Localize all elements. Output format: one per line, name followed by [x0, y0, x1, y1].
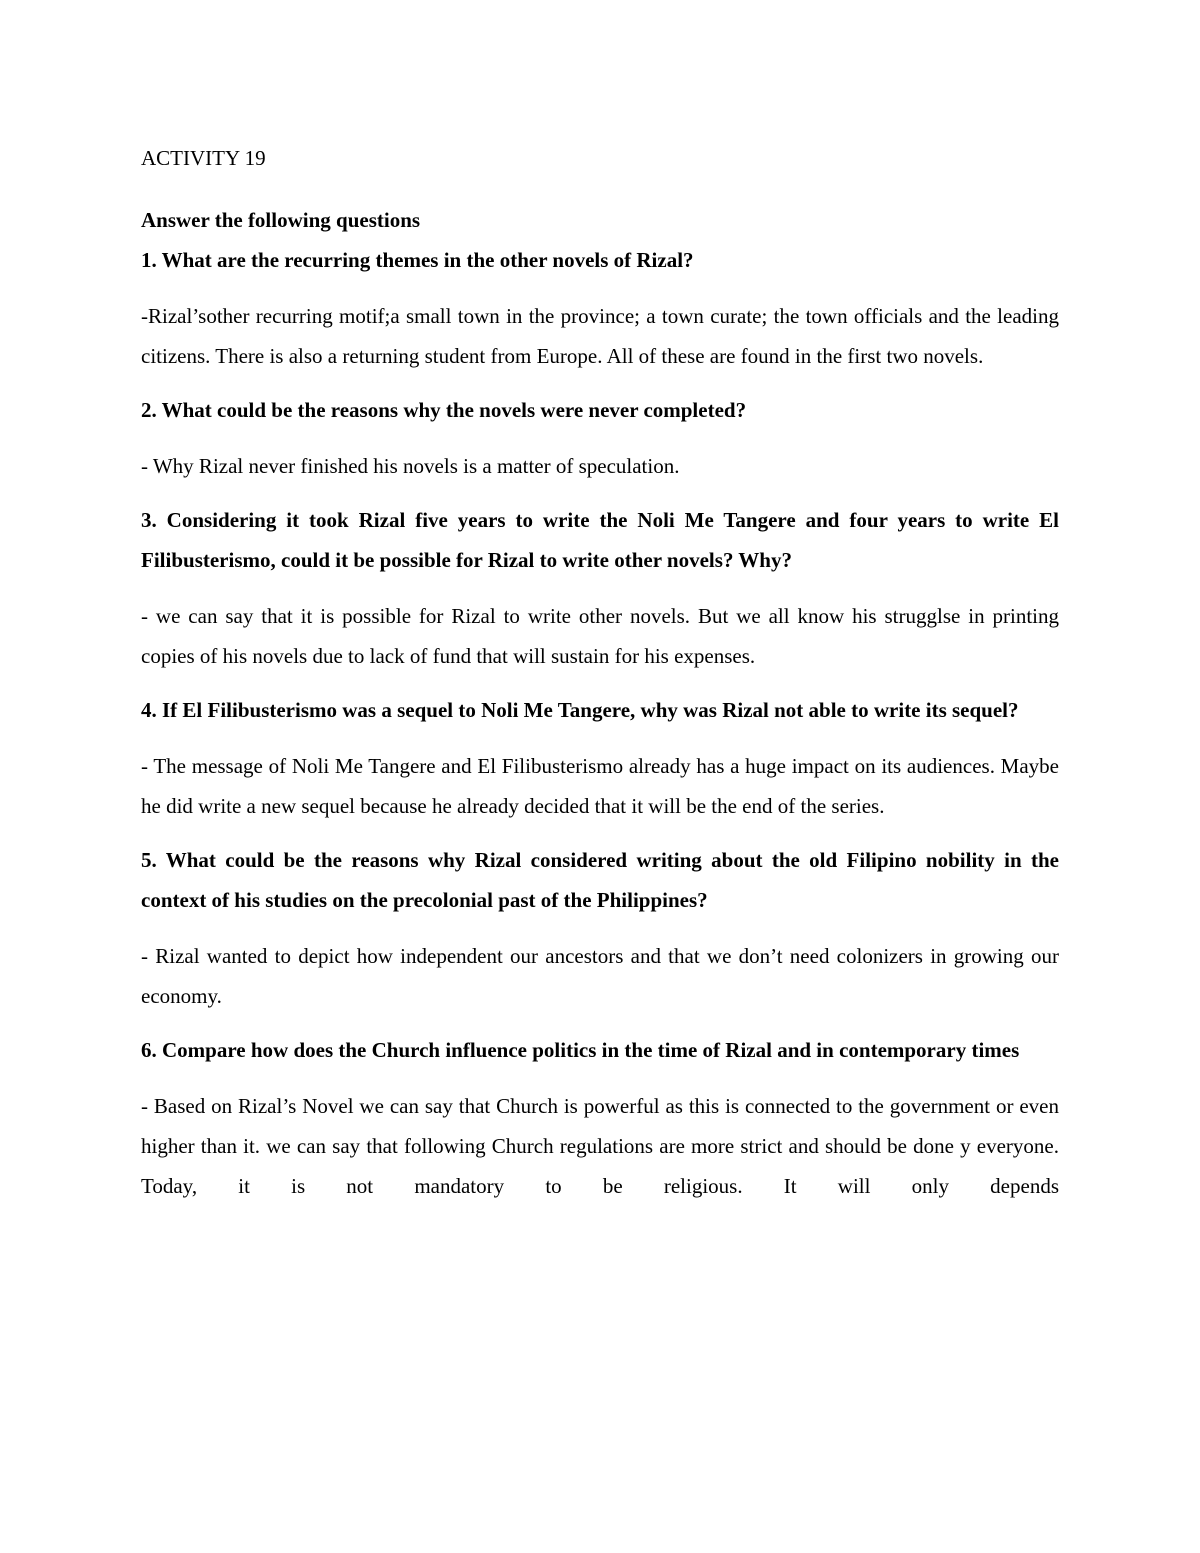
question-5: 5. What could be the reasons why Rizal considered writing about the old Filipino nobility in the context of his studies on the precolonial past of the Philippines? — [141, 848, 1059, 912]
question-3: 3. Considering it took Rizal five years to write the Noli Me Tangere and four years to write El Filibusterismo, could it be possible for Rizal to write other novels? Why? — [141, 508, 1059, 572]
question-6: 6. Compare how does the Church influence politics in the time of Rizal and in contemporary times — [141, 1038, 1020, 1062]
activity-title: ACTIVITY 19 — [141, 146, 266, 170]
answer-3: - we can say that it is possible for Rizal to write other novels. But we all know his strugglse in printing copies of his novels due to lack of fund that will sustain for his expenses. — [141, 604, 1059, 668]
instruction-text: Answer the following questions — [141, 208, 421, 232]
answer-1: -Rizal’sother recurring motif;a small town in the province; a town curate; the town officials and the leading citizens. There is also a returning student from Europe. All of these are found in the first two novels. — [141, 304, 1059, 368]
answer-4: - The message of Noli Me Tangere and El Filibusterismo already has a huge impact on its audiences. Maybe he did write a new sequel because he already decided that it will be the end of the series. — [141, 754, 1059, 818]
question-1: 1. What are the recurring themes in the other novels of Rizal? — [141, 248, 694, 272]
document-body — [141, 138, 1059, 1206]
answer-2: - Why Rizal never finished his novels is a matter of speculation. — [141, 454, 680, 478]
question-2: 2. What could be the reasons why the novels were never completed? — [141, 398, 747, 422]
question-4: 4. If El Filibusterismo was a sequel to Noli Me Tangere, why was Rizal not able to write its sequel? — [141, 698, 1019, 722]
answer-6: - Based on Rizal’s Novel we can say that Church is powerful as this is connected to the government or even higher than it. we can say that following Church regulations are more strict and should be done y everyone. Today, it is not mandatory to be religious. It will only depends — [141, 1094, 1059, 1198]
answer-5: - Rizal wanted to depict how independent our ancestors and that we don’t need colonizers in growing our economy. — [141, 944, 1059, 1008]
